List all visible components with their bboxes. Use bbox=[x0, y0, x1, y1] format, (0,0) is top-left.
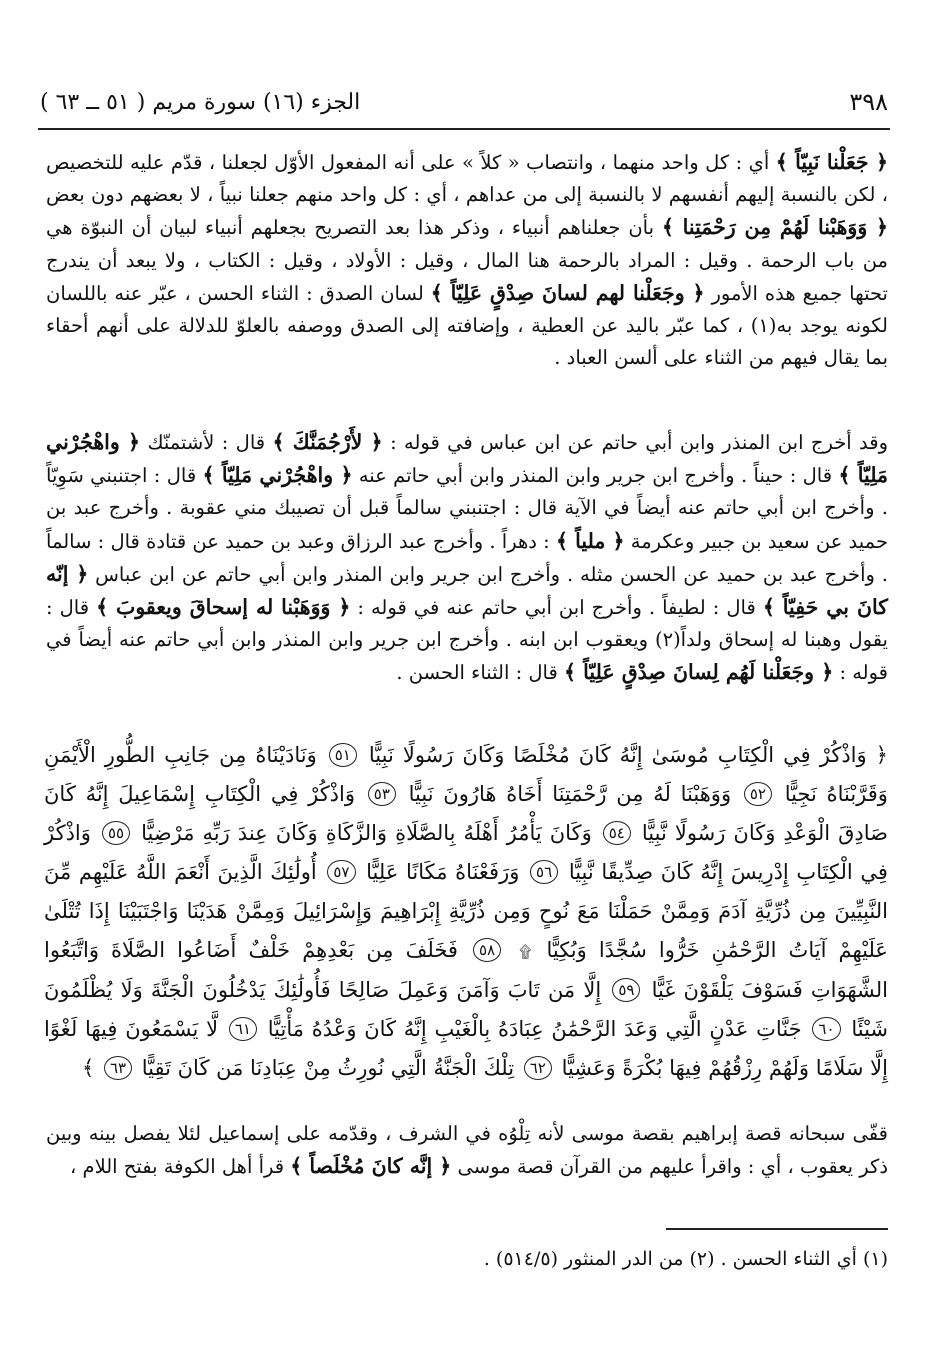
ayah: لَّا يَسْمَعُونَ فِيهَا لَغْوًا إِلَّا سَلَامًا وَلَهُمْ رِزْقُهُمْ فِيهَا بُكْرَةً وَعَشِيًّا bbox=[44, 1017, 888, 1080]
commentary-text: بأن جعلناهم أنبياء ، وذكر هذا بعد التصريح بجعلهم أنبياء لبيان أن النبوّة هي من باب الرحمة . وقيل : المراد بالرحمة هنا المال ، وقيل : الأولاد ، وقيل : الكتاب ، ولا يبعد أن يندرج تحتها جميع هذه الأمور bbox=[46, 216, 888, 305]
header-divider bbox=[38, 128, 890, 130]
commentary-text: قفّى سبحانه قصة إبراهيم بقصة موسى لأنه تِلْوُه في الشرف ، وقدّمه على إسماعيل لئلا يفصل بينه وبين ذكر يعقوب ، أي : واقرأ عليهم من القرآن قصة موسى bbox=[46, 1122, 888, 1179]
ayah: وَاذْكُرْ فِي الْكِتَابِ مُوسَىٰ إِنَّهُ كَانَ مُخْلَصًا وَكَانَ رَسُولًا نَبِيًّا bbox=[368, 743, 867, 767]
ayah: تِلْكَ الْجَنَّةُ الَّتِي نُورِثُ مِنْ عِبَادِنَا مَن كَانَ تَقِيًّا bbox=[141, 1056, 515, 1080]
ayah-number-marker: ٥٨ bbox=[473, 938, 501, 962]
narration-text: قال : لأشتمنّك bbox=[147, 431, 266, 454]
footnote-divider bbox=[666, 1228, 888, 1230]
ayah: وَرَفَعْنَاهُ مَكَانًا عَلِيًّا bbox=[366, 860, 520, 884]
ayah-number-marker: ٥١ bbox=[329, 743, 357, 767]
ayah: وَكَانَ يَأْمُرُ أَهْلَهُ بِالصَّلَاةِ وَالزَّكَاةِ وَكَانَ عِندَ رَبِّهِ مَرْضِيًّا bbox=[141, 821, 592, 845]
ayah-number-marker: ٥٣ bbox=[368, 782, 396, 806]
quran-verses-block bbox=[44, 736, 888, 1088]
ayah: وَاذْكُرْ فِي الْكِتَابِ إِدْرِيسَ إِنَّهُ كَانَ صِدِّيقًا نَّبِيًّا bbox=[44, 821, 888, 884]
ayah-number-marker: ٦٣ bbox=[104, 1056, 132, 1080]
narration-text: قال : يقول وهبنا له إسحاق ولداً(٢) ويعقوب ابن ابنه . وأخرج ابن جرير وابن المنذر وابن أبي حاتم عنه أيضاً في قوله : bbox=[46, 596, 888, 685]
narration-text: وقد أخرج ابن المنذر وابن أبي حاتم عن ابن عباس في قوله : bbox=[390, 431, 889, 454]
ayah-number-marker: ٥٥ bbox=[102, 821, 130, 845]
ayah: وَوَهَبْنَا لَهُ مِن رَّحْمَتِنَا أَخَاهُ هَارُونَ نَبِيًّا bbox=[408, 782, 732, 806]
ayah: وَاذْكُرْ فِي الْكِتَابِ إِسْمَاعِيلَ إِنَّهُ كَانَ صَادِقَ الْوَعْدِ وَكَانَ رَسُولًا نَّبِيًّا bbox=[44, 782, 888, 845]
footnotes: (١) أي الثناء الحسن . (٢) من الدر المنثور (٥١٤/٥) . bbox=[483, 1248, 888, 1270]
quote-innahu-kana-mukhlasan: ﴿ إنَّه كانَ مُخْلَصاً ﴾ bbox=[290, 1154, 452, 1179]
ayah-number-marker: ٥٢ bbox=[744, 782, 772, 806]
quote: ﴿ وَوَهَبْنا له إسحاقَ ويعقوبَ ﴾ bbox=[96, 595, 351, 620]
quote: ﴿ وجَعَلْنا لَهُم لِسانَ صِدْقٍ عَلِيّاً ﴾ bbox=[564, 660, 834, 685]
page-number: ٣٩٨ bbox=[849, 88, 888, 116]
quote-lisan-sidq: ﴿ وجَعَلْنا لهم لسانَ صِدْقٍ عَلِيّاً ﴾ bbox=[430, 280, 705, 305]
narration-text: قال : اجتنبني سَوِيّاً . وأخرج ابن أبي حاتم عنه أيضاً في الآية قال : اجتنبني سالماً قبل أن تصيبك مني عقوبة . وأخرج عبد بن حميد عن سعيد بن جبير وعكرمة bbox=[46, 464, 889, 553]
ayah: أُولَٰئِكَ الَّذِينَ أَنْعَمَ اللَّهُ عَلَيْهِم مِّنَ النَّبِيِّينَ مِن ذُرِّيَّةِ آدَمَ وَمِمَّنْ حَمَلْنَا مَعَ نُوحٍ وَمِن ذُرِّيَّةِ إِبْرَاهِيمَ وَإِسْرَائِيلَ وَمِمَّنْ هَدَيْنَا وَاجْتَبَيْنَا إِذَا تُتْلَىٰ عَلَيْهِمْ آيَاتُ الرَّحْمَٰنِ خَرُّوا سُجَّدًا وَبُكِيًّا bbox=[44, 860, 888, 962]
ayah-number-marker: ٦١ bbox=[229, 1017, 257, 1041]
commentary-paragraph-1 bbox=[46, 146, 888, 374]
quote: ﴿ إنّه كانَ بي حَفِيّاً ﴾ bbox=[46, 561, 889, 620]
quote: ﴿ ملياً ﴾ bbox=[555, 528, 625, 553]
ornate-bracket-close: ﴾ bbox=[81, 1056, 95, 1080]
ayah: فَخَلَفَ مِن بَعْدِهِمْ خَلْفٌ أَضَاعُوا الصَّلَاةَ وَاتَّبَعُوا الشَّهَوَاتِ فَسَوْفَ يَلْقَوْنَ غَيًّا bbox=[44, 938, 888, 1002]
quote-wawahabna: ﴿ وَوَهَبْنا لَهُمْ مِن رَحْمَتِنا ﴾ bbox=[661, 215, 889, 240]
quote-jaalna-nabiyya: ﴿ جَعَلْنا نَبِيّاً ﴾ bbox=[775, 150, 888, 174]
ayah-number-marker: ٦٠ bbox=[812, 1017, 840, 1041]
narration-text: قال : الثناء الحسن . bbox=[396, 661, 558, 685]
narrations-paragraph bbox=[46, 426, 888, 690]
commentary-text: أي : كل واحد منهما ، وانتصاب « كلاً » على أنه المفعول الأوّل لجعلنا ، قدّم عليه للتخصيص ، لكن بالنسبة إليهم أنفسهم لا بالنسبة إلى من عداهم ، أي : كل واحد منهم جعلنا نبياً ، لا بعضهم دون بعض bbox=[46, 151, 888, 207]
commentary-text: لسان الصدق : الثناء الحسن ، عبّر عنه باللسان لكونه يوجد به(١) ، كما عبّر باليد عن العطية ، وإضافته إلى الصدق ووصفه بالعلوّ للدلالة على أنهم أحقاء بما يقال فيهم من الثناء على ألسن العباد . bbox=[46, 281, 889, 370]
commentary-paragraph-2 bbox=[46, 1118, 888, 1183]
ornate-bracket-open: ﴿ bbox=[875, 743, 888, 767]
ayah-number-marker: ٥٤ bbox=[603, 821, 631, 845]
ayah-number-marker: ٦٢ bbox=[524, 1056, 552, 1080]
ayah-number-marker: ٥٧ bbox=[327, 860, 355, 884]
narration-text: قال : لطيفاً . وأخرج ابن أبي حاتم عنه في قوله : bbox=[357, 596, 756, 620]
commentary-text: قرأ أهل الكوفة بفتح اللام ، bbox=[70, 1155, 285, 1179]
ayah: إِلَّا مَن تَابَ وَآمَنَ وَعَمِلَ صَالِحًا فَأُولَٰئِكَ يَدْخُلُونَ الْجَنَّةَ وَلَا يُظْلَمُونَ شَيْئًا bbox=[44, 978, 888, 1041]
running-title: الجزء (١٦) سورة مريم ( ٥١ ــ ٦٣ ) bbox=[40, 90, 361, 115]
page-header bbox=[40, 86, 888, 126]
ayah-number-marker: ٥٩ bbox=[612, 978, 640, 1002]
quote: ﴿ واهْجُرْني مَلِيّاً ﴾ bbox=[46, 430, 888, 488]
ayah: وَنَادَيْنَاهُ مِن جَانِبِ الطُّورِ الْأَيْمَنِ وَقَرَّبْنَاهُ نَجِيًّا bbox=[44, 743, 888, 806]
narration-text: قال : حيناً . وأخرج ابن جرير وابن المنذر وابن أبي حاتم عنه bbox=[358, 464, 833, 488]
ayah: جَنَّاتِ عَدْنٍ الَّتِي وَعَدَ الرَّحْمَٰنُ عِبَادَهُ بِالْغَيْبِ إِنَّهُ كَانَ وَعْدُهُ مَأْتِيًّا bbox=[267, 1017, 802, 1041]
quote: ﴿ لأَرْجُمَنَّكَ ﴾ bbox=[272, 430, 383, 454]
ayah-number-marker: ٥٦ bbox=[530, 860, 558, 884]
quote: ﴿ واهْجُرْني مَلِيّاً ﴾ bbox=[202, 463, 353, 488]
sajda-icon: ۩ bbox=[519, 942, 532, 961]
narration-text: : دهراً . وأخرج عبد الرزاق وعبد بن حميد عن قتادة قال : سالماً . وأخرج عبد بن حميد عن الحسن مثله . وأخرج ابن جرير وابن المنذر وابن أبي حاتم عن ابن عباس bbox=[46, 529, 888, 586]
